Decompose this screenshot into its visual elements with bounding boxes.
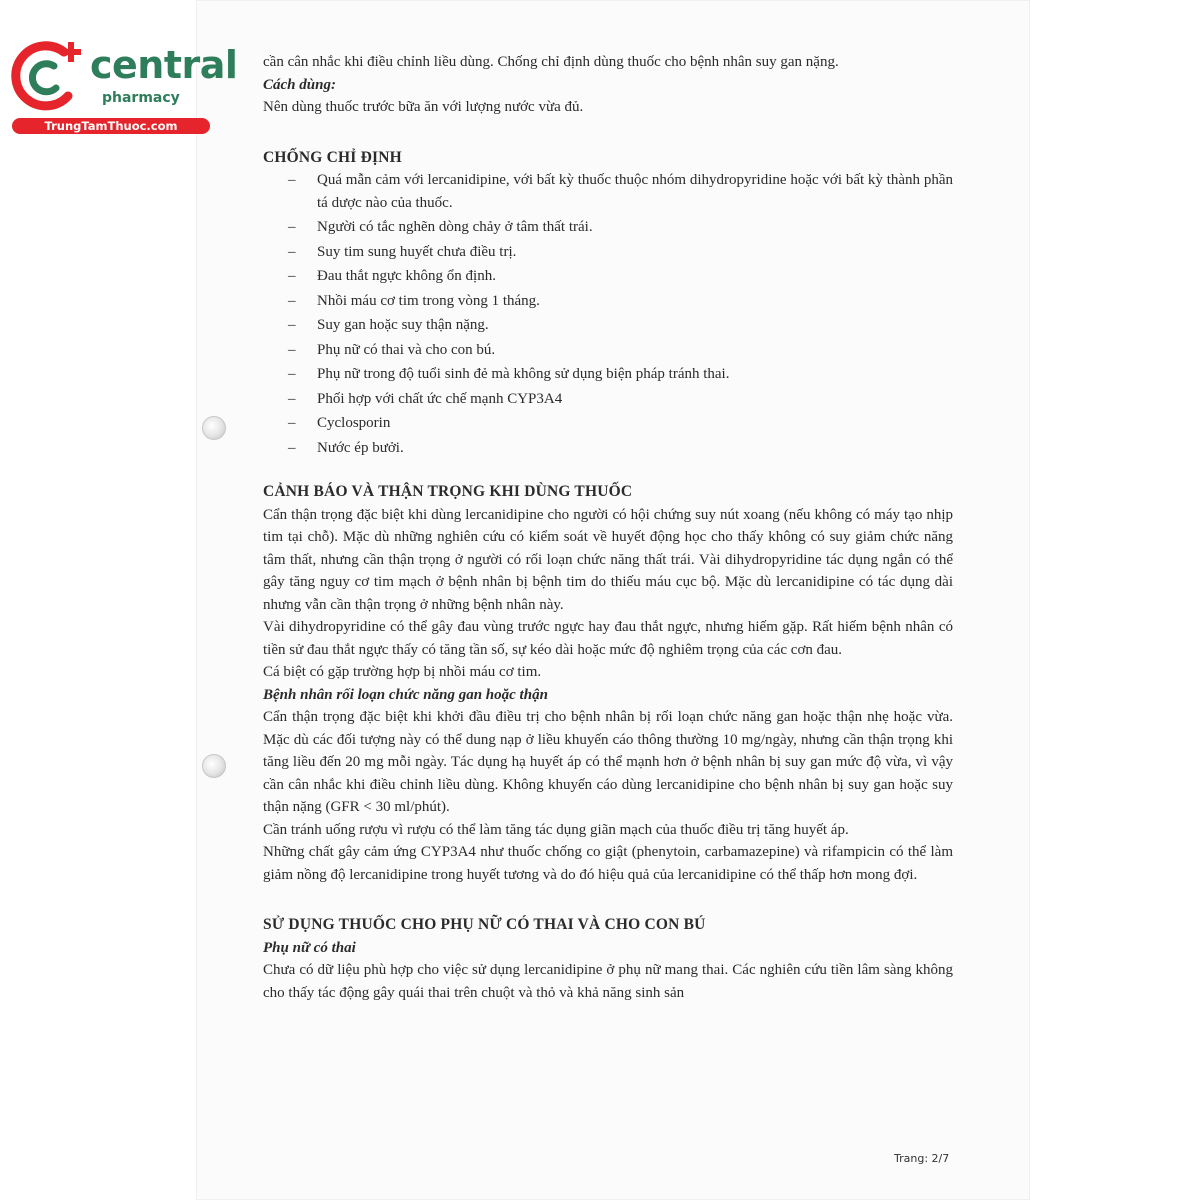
punch-hole	[202, 416, 226, 440]
warnings-paragraph: Cá biệt có gặp trường hợp bị nhồi máu cơ tim.	[263, 664, 542, 680]
renal-hepatic-paragraph: Những chất gây cảm ứng CYP3A4 như thuốc chống co giật (phenytoin, carbamazepine) và rifampicin có thể làm giảm nồng độ lercanidipine trong huyết tương và do đó hiệu quả của lercanidipine có thể thấp hơn mong đợi.	[263, 844, 953, 883]
renal-hepatic-paragraph: Cần tránh uống rượu vì rượu có thể làm tăng tác dụng giãn mạch của thuốc điều trị tăng huyết áp.	[263, 821, 849, 838]
list-item: – Phụ nữ trong độ tuổi sinh đẻ mà không sử dụng biện pháp tránh thai.	[288, 363, 953, 386]
punch-hole	[202, 754, 226, 778]
list-item: – Nước ép bưởi.	[288, 437, 953, 460]
list-item: – Nhồi máu cơ tim trong vòng 1 tháng.	[288, 290, 953, 313]
central-pharmacy-logo[interactable]	[10, 38, 238, 138]
list-item: – Phối hợp với chất ức chế mạnh CYP3A4	[288, 388, 953, 411]
renal-hepatic-paragraph: Cẩn thận trọng đặc biệt khi khởi đầu điều trị cho bệnh nhân bị rối loạn chức năng gan hoặc thận nhẹ hoặc vừa. Mặc dù các đối tượng này có thể dung nạp ở liều khuyến cáo thông thường 10 mg/ngày, nhưng cần thận trọng khi tăng liều đến 20 mg mỗi ngày. Tác dụng hạ huyết áp có thể mạnh hơn ở bệnh nhân bị suy gan mức độ vừa, vì vậy cần cân nhắc khi điều chỉnh liều dùng. Không khuyến cáo dùng lercanidipine cho bệnh nhân bị suy gan hoặc suy thận nặng (GFR < 30 ml/phút).	[263, 709, 953, 815]
logo-url-badge[interactable]: TrungTamThuoc.com	[12, 118, 210, 134]
usage-text: Nên dùng thuốc trước bữa ăn với lượng nước vừa đủ.	[263, 99, 584, 115]
list-item: – Phụ nữ có thai và cho con bú.	[288, 339, 953, 362]
document-content	[263, 51, 953, 1004]
warnings-paragraph: Vài dihydropyridine có thể gây đau vùng trước ngực hay đau thắt ngực, nhưng hiếm gặp. Rất hiếm bệnh nhân có tiền sử đau thắt ngực thấy có tăng tần số, sự kéo dài hoặc mức độ nghiêm trọng của các cơn đau.	[263, 619, 953, 658]
logo-subtitle: pharmacy	[102, 90, 180, 106]
pregnancy-paragraph: Chưa có dữ liệu phù hợp cho việc sử dụng lercanidipine ở phụ nữ mang thai. Các nghiên cứu tiền lâm sàng không cho thấy tác động gây quái thai trên chuột và thỏ và khả năng sinh sản	[263, 962, 953, 1001]
page-number: Trang: 2/7	[894, 1152, 950, 1165]
pregnancy-heading: SỬ DỤNG THUỐC CHO PHỤ NỮ CÓ THAI VÀ CHO CON BÚ	[263, 916, 706, 933]
renal-hepatic-subheading: Bệnh nhân rối loạn chức năng gan hoặc thận	[263, 686, 548, 703]
list-item: – Quá mẫn cảm với lercanidipine, với bất kỳ thuốc thuộc nhóm dihydropyridine hoặc với bất kỳ thành phần tá dược nào của thuốc.	[288, 169, 953, 214]
warnings-paragraph: Cẩn thận trọng đặc biệt khi dùng lercanidipine cho người có hội chứng suy nút xoang (nếu không có máy tạo nhịp tim tại chỗ). Mặc dù những nghiên cứu có kiểm soát về huyết động học cho thấy không có suy giảm chức năng tâm thất, nhưng cần thận trọng ở người có rối loạn chức năng thất trái. Vài dihydropyridine tác dụng ngắn có thể gây tăng nguy cơ tim mạch ở bệnh nhân bị bệnh tim do thiếu máu cục bộ. Mặc dù lercanidipine có tác dụng dài nhưng vẫn cần thận trọng ở những bệnh nhân này.	[263, 506, 953, 613]
list-item: – Suy tim sung huyết chưa điều trị.	[288, 241, 953, 264]
contraindications-heading: CHỐNG CHỈ ĐỊNH	[263, 148, 402, 166]
intro-paragraph: cần cân nhắc khi điều chỉnh liều dùng. Chống chỉ định dùng thuốc cho bệnh nhân suy gan nặng.	[263, 54, 839, 70]
contraindications-list	[263, 169, 953, 459]
list-item: – Suy gan hoặc suy thận nặng.	[288, 314, 953, 337]
list-item: – Người có tắc nghẽn dòng chảy ở tâm thất trái.	[288, 216, 953, 239]
list-item: – Đau thắt ngực không ổn định.	[288, 265, 953, 288]
list-item: – Cyclosporin	[288, 412, 953, 435]
usage-heading: Cách dùng:	[263, 76, 336, 93]
logo-brand-name: central	[90, 43, 238, 87]
pharmacy-c-icon	[10, 38, 90, 114]
pregnancy-subheading: Phụ nữ có thai	[263, 939, 356, 956]
warnings-heading: CẢNH BÁO VÀ THẬN TRỌNG KHI DÙNG THUỐC	[263, 483, 633, 500]
